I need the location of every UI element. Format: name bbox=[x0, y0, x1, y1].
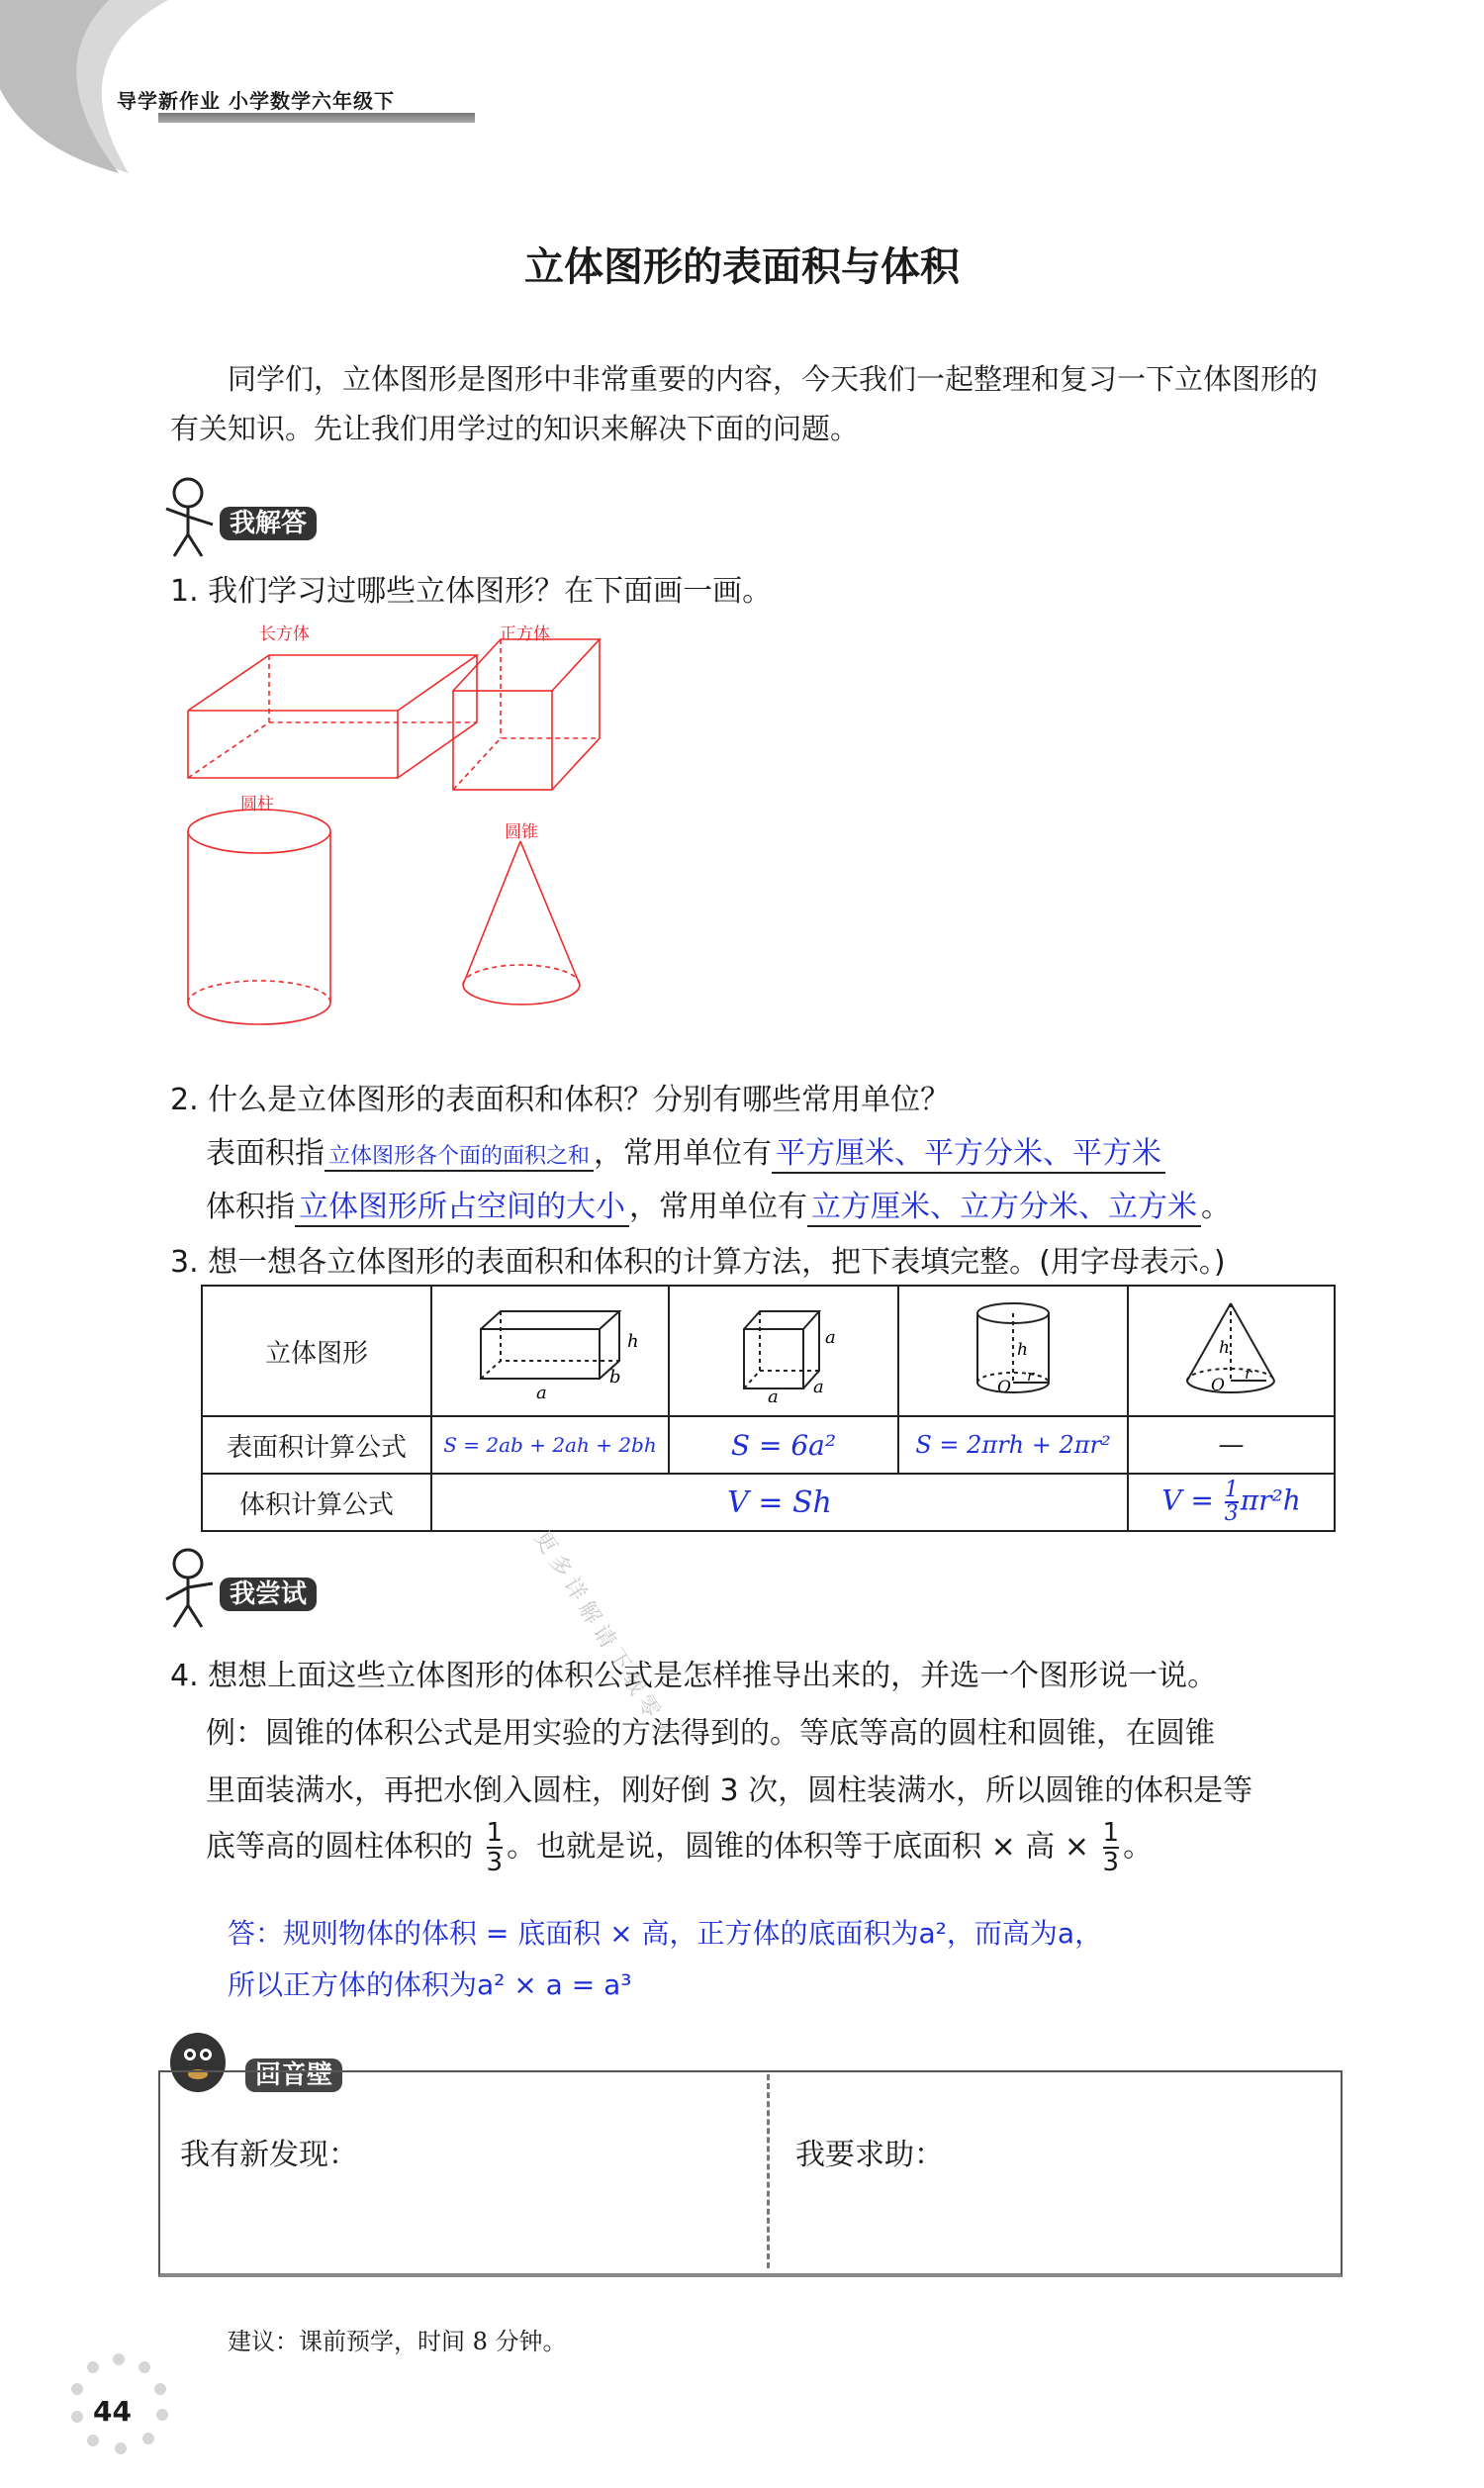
area-formula-cone: — bbox=[1128, 1416, 1335, 1474]
shape-label-cylinder: 圆柱 bbox=[240, 795, 274, 814]
header-text: 导学新作业 小学数学六年级下 bbox=[117, 89, 395, 113]
label-r-cylinder: r bbox=[1027, 1366, 1035, 1385]
reflection-box bbox=[158, 2070, 1343, 2277]
row-head-volume: 体积计算公式 bbox=[202, 1474, 431, 1531]
cone-figure bbox=[463, 841, 580, 1005]
shape-label-cuboid: 长方体 bbox=[259, 624, 310, 644]
cuboid-diagram-icon bbox=[451, 1293, 649, 1402]
page-number: 44 bbox=[93, 2395, 132, 2428]
reflection-divider bbox=[767, 2074, 770, 2268]
volume-definition-line: 体积指 立体图形所占空间的大小 ，常用单位有 立方厘米、立方分米、立方米 。 bbox=[206, 1182, 1231, 1227]
question-3: 3. 想一想各立体图形的表面积和体积的计算方法，把下表填完整。(用字母表示。) bbox=[170, 1245, 1226, 1280]
label-o-cylinder: O bbox=[997, 1377, 1011, 1397]
label-a-side: a bbox=[825, 1326, 836, 1348]
question-1: 1. 我们学习过哪些立体图形？在下面画一画。 bbox=[170, 574, 773, 609]
area-formula-cylinder: S = 2πrh + 2πr² bbox=[898, 1416, 1128, 1474]
question-2: 2. 什么是立体图形的表面积和体积？分别有哪些常用单位？ bbox=[170, 1083, 951, 1117]
section-badge-answer: 我解答 bbox=[220, 503, 317, 539]
cube-diagram-icon bbox=[714, 1293, 853, 1402]
cone-diagram-icon bbox=[1167, 1293, 1296, 1402]
cylinder-figure bbox=[188, 810, 330, 1024]
label-a-depth: a bbox=[813, 1376, 824, 1397]
label-h: h bbox=[627, 1330, 639, 1352]
volume-formula-cone: V = $\frac{1}{3}$ πr²h bbox=[1128, 1474, 1335, 1531]
page-title: 立体图形的表面积与体积 bbox=[524, 244, 960, 290]
cell-cuboid-figure bbox=[431, 1286, 669, 1416]
fraction-one-third: $\frac{1}{3}$ bbox=[486, 1818, 504, 1877]
cube-figure bbox=[453, 639, 600, 790]
question-4-line-3: 里面装满水，再把水倒入圆柱，刚好倒 3 次，圆柱装满水，所以圆锥的体积是等 bbox=[206, 1773, 1253, 1808]
discovery-label: 我有新发现： bbox=[180, 2138, 358, 2172]
volume-units-answer: 立方厘米、立方分米、立方米 bbox=[807, 1182, 1201, 1227]
label-h-cone: h bbox=[1218, 1337, 1230, 1358]
solid-figures-drawing bbox=[178, 614, 633, 1049]
row-head-area: 表面积计算公式 bbox=[202, 1416, 431, 1474]
fraction-one-third-2: $\frac{1}{3}$ bbox=[1102, 1818, 1120, 1877]
stick-figure-icon-2 bbox=[158, 1544, 228, 1633]
row-head-shape: 立体图形 bbox=[202, 1286, 431, 1416]
volume-formula-shared: V = Sh bbox=[431, 1474, 1128, 1531]
label-b: b bbox=[609, 1366, 621, 1388]
section-badge-echo: 回音壁 bbox=[245, 2055, 342, 2091]
area-formula-cube: S = 6a² bbox=[669, 1416, 898, 1474]
stick-figure-icon bbox=[158, 473, 228, 562]
question-4-line-4: 底等高的圆柱体积的 $\frac{1}{3}$ 。也就是说，圆锥的体积等于底面积 × 高 × $\frac{1}{3}$ 。 bbox=[206, 1818, 1154, 1877]
suggestion-text: 建议：课前预学，时间 8 分钟。 bbox=[228, 2328, 567, 2355]
label-r-cone: r bbox=[1244, 1364, 1252, 1383]
area-answer: 立体图形各个面的面积之和 bbox=[325, 1139, 594, 1172]
answer-line-2: 所以正方体的体积为a² × a = a³ bbox=[228, 1968, 632, 2001]
cell-cone-figure bbox=[1128, 1286, 1335, 1416]
help-label: 我要求助： bbox=[795, 2138, 944, 2172]
label-a: a bbox=[536, 1382, 547, 1402]
intro-line-1: 同学们，立体图形是图形中非常重要的内容，今天我们一起整理和复习一下立体图形的 bbox=[228, 362, 1319, 396]
label-a-base: a bbox=[768, 1386, 779, 1402]
area-definition-line: 表面积指 立体图形各个面的面积之和 ，常用单位有 平方厘米、平方分米、平方米 bbox=[206, 1128, 1165, 1174]
area-units-answer: 平方厘米、平方分米、平方米 bbox=[772, 1128, 1165, 1174]
question-4-line-2: 例：圆锥的体积公式是用实验的方法得到的。等底等高的圆柱和圆锥，在圆锥 bbox=[206, 1716, 1215, 1751]
intro-line-2: 有关知识。先让我们用学过的知识来解决下面的问题。 bbox=[170, 412, 860, 445]
header-bar bbox=[158, 113, 475, 123]
volume-answer: 立体图形所占空间的大小 bbox=[295, 1182, 629, 1227]
cell-cylinder-figure bbox=[898, 1286, 1128, 1416]
cuboid-figure bbox=[188, 655, 477, 778]
answer-line-1: 答：规则物体的体积 = 底面积 × 高，正方体的底面积为a²，而高为a， bbox=[228, 1917, 1103, 1950]
cell-cube-figure bbox=[669, 1286, 898, 1416]
cylinder-diagram-icon bbox=[954, 1293, 1072, 1402]
formula-table bbox=[201, 1285, 1336, 1532]
shape-label-cone: 圆锥 bbox=[505, 822, 538, 842]
label-h-cylinder: h bbox=[1017, 1339, 1028, 1360]
section-badge-try: 我尝试 bbox=[220, 1574, 317, 1610]
watermark: 更多详解请下载零五 bbox=[528, 1526, 683, 1752]
shape-label-cube: 正方体 bbox=[500, 624, 550, 644]
question-4-line-1: 4. 想想上面这些立体图形的体积公式是怎样推导出来的，并选一个图形说一说。 bbox=[170, 1659, 1218, 1693]
label-o-cone: O bbox=[1210, 1375, 1225, 1395]
area-formula-cuboid: S = 2ab + 2ah + 2bh bbox=[431, 1416, 669, 1474]
